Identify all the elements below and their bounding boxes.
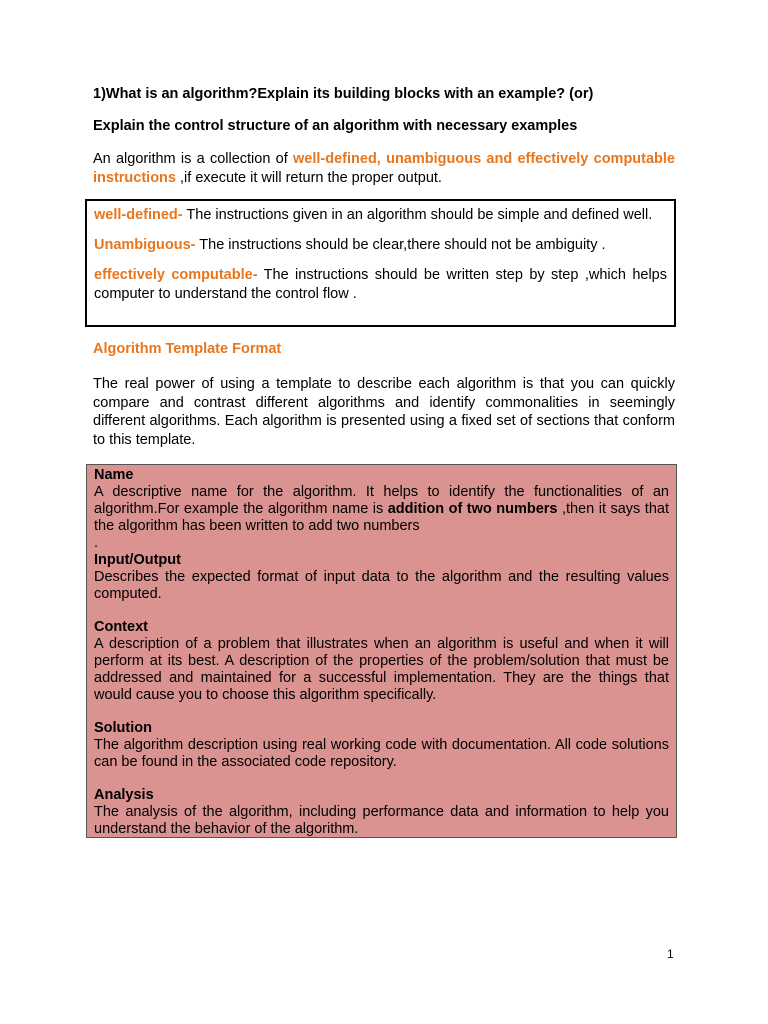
definition-item bbox=[94, 236, 667, 255]
page-number: 1 bbox=[667, 947, 674, 961]
block-text: The analysis of the algorithm, including performance data and information to help you understand the behavior of the algorithm. bbox=[94, 804, 669, 837]
template-name-block bbox=[94, 467, 669, 552]
definition-text: The instructions given in an algorithm should be simple and defined well. bbox=[182, 207, 653, 223]
template-solution-block bbox=[94, 720, 669, 771]
definition-text: The instructions should be clear,there should not be ambiguity . bbox=[195, 237, 606, 253]
definition-term: Unambiguous- bbox=[94, 237, 196, 253]
block-title: Input/Output bbox=[94, 552, 181, 568]
name-text-after: ,then it says that the algorithm has been written to add two numbers bbox=[94, 501, 669, 534]
section-title: Algorithm Template Format bbox=[93, 341, 282, 357]
template-analysis-block bbox=[94, 787, 669, 838]
definition-text: The instructions should be written step by step ,which helps computer to understand the control flow . bbox=[94, 267, 667, 302]
template-context-block bbox=[94, 619, 669, 704]
intro-text-after: ,if execute it will return the proper output. bbox=[175, 170, 442, 186]
block-text: A description of a problem that illustrates when an algorithm is useful and when it will perform at its best. A description of the properties of the problem/solution that must be addressed and maintained for a successful implementation. They are the things that would cause you to choose this algorithm specifically. bbox=[94, 636, 669, 703]
template-box bbox=[86, 464, 677, 838]
definitions-box bbox=[85, 199, 676, 327]
intro-paragraph bbox=[93, 150, 675, 188]
question-subheading: Explain the control structure of an algorithm with necessary examples bbox=[93, 118, 578, 134]
block-text bbox=[94, 484, 669, 535]
block-title: Context bbox=[94, 619, 148, 635]
name-text-before: A descriptive name for the algorithm. It helps to identify the functionalities of an algorithm.For example the algorithm name is bbox=[94, 484, 669, 517]
block-title: Name bbox=[94, 467, 134, 483]
definition-term: effectively computable- bbox=[94, 267, 258, 283]
definition-term: well-defined- bbox=[94, 207, 183, 223]
block-text: The algorithm description using real working code with documentation. All code solutions can be found in the associated code repository. bbox=[94, 737, 669, 770]
intro-text-before: An algorithm is a collection of bbox=[93, 151, 294, 167]
stray-dot: . bbox=[94, 535, 99, 551]
definition-item bbox=[94, 206, 667, 225]
block-title: Solution bbox=[94, 720, 152, 736]
definition-item bbox=[94, 266, 667, 304]
block-title: Analysis bbox=[94, 787, 154, 803]
question-heading: 1)What is an algorithm?Explain its building blocks with an example? (or) bbox=[93, 86, 594, 102]
template-paragraph: The real power of using a template to describe each algorithm is that you can quickly compare and contrast different algorithms and identify commonalities in seemingly different algorithms. Each algorithm is presented using a fixed set of sections that conform to this template. bbox=[93, 376, 675, 448]
name-bold: addition of two numbers bbox=[387, 501, 558, 517]
intro-highlight: well-defined, unambiguous and effectively computable instructions bbox=[93, 151, 675, 186]
template-io-block bbox=[94, 552, 669, 603]
block-text: Describes the expected format of input data to the algorithm and the resulting values computed. bbox=[94, 569, 669, 602]
